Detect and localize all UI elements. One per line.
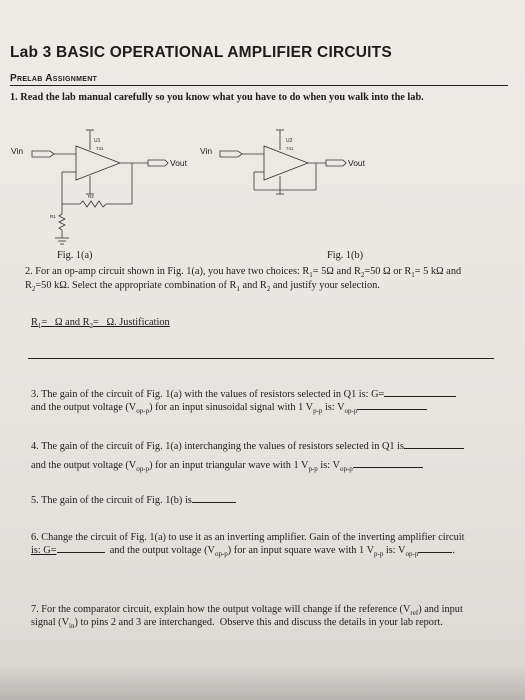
heading-rule	[10, 85, 508, 86]
figure-1a-schematic	[10, 120, 200, 250]
question-7-line1: 7. For the comparator circuit, explain how the output voltage will change if the reference $(V_{ref})$ and input	[31, 604, 463, 618]
part-label-b: 741	[286, 146, 294, 151]
vout-label-b: Vout	[348, 158, 366, 168]
q3-gain-answer-line[interactable]	[384, 396, 456, 397]
vin-label-a: Vin	[11, 146, 24, 156]
question-4-line1: 4. The gain of the circuit of Fig. 1(a) interchanging the values of resistors selected in Q1 is	[31, 441, 464, 452]
q4-gain-answer-line[interactable]	[404, 448, 464, 449]
u2-label: U2	[286, 138, 293, 144]
page-title: Lab 3 BASIC OPERATIONAL AMPLIFIER CIRCUITS	[10, 44, 392, 61]
q6-gain-answer-line[interactable]	[57, 552, 105, 553]
question-4-line2: and the output voltage $(V_{op-p})$ for an input triangular wave with 1 $V_{p-p}$ is: $V_{op-p}$	[31, 460, 423, 473]
vin-label-b: Vin	[200, 146, 213, 156]
question-2-answer: $R_1= \Omega$ and $R_2= \Omega$. Justification	[31, 317, 170, 331]
question-7-line2: signal $(V_{in})$ to pins 2 and 3 are interchanged. Observe this and discuss the details in your lab report.	[31, 617, 443, 631]
r2-label: R2	[88, 194, 94, 199]
page-shadow	[0, 664, 525, 700]
question-1: 1. Read the lab manual carefully so you know what you have to do when you walk into the lab.	[10, 92, 424, 103]
question-3-line2: and the output voltage $(V_{op-p})$ for an input sinusoidal signal with 1 $V_{p-p}$ is: $V_{op-p}$	[31, 402, 427, 415]
q6-voltage-answer-line[interactable]	[418, 552, 452, 553]
prelab-heading: Prelab Assignment	[10, 73, 98, 84]
r1-label: R1	[50, 214, 56, 219]
vout-label-a: Vout	[170, 158, 188, 168]
part-label-a: 741	[96, 146, 104, 151]
q5-answer-line[interactable]	[192, 502, 236, 503]
q3-voltage-answer-line[interactable]	[357, 409, 427, 410]
figure-1a-caption: Fig. 1(a)	[57, 250, 93, 261]
figure-1b-caption: Fig. 1(b)	[327, 250, 364, 261]
question-3-line1: 3. The gain of the circuit of Fig. 1(a) with the values of resistors selected in Q1 is: G=	[31, 389, 456, 400]
question-6-line2: is: G= and the output voltage $(V_{op-p})$ for an input square wave with 1 $V_{p-p}$ is: $V_{op-p}$ .	[31, 545, 455, 559]
justification-answer-line[interactable]	[28, 358, 494, 359]
q4-voltage-answer-line[interactable]	[353, 467, 423, 468]
question-6-line1: 6. Change the circuit of Fig. 1(a) to use it as an inverting amplifier. Gain of the inverting amplifier circuit	[31, 532, 465, 543]
figure-1b-schematic	[198, 120, 378, 210]
question-5: 5. The gain of the circuit of Fig. 1(b) is	[31, 495, 236, 506]
question-2-line1: 2. For an op-amp circuit shown in Fig. 1(a), you have two choices: $R_1= 5\Omega$ and $R_2=50$ Ω or $R_1= 5$ kΩ and	[25, 266, 462, 280]
question-2-line2: $R_2=50$ kΩ. Select the appropriate combination of $R_1$ and $R_2$ and justify your selection.	[25, 280, 380, 294]
u1-label: U1	[94, 138, 101, 144]
